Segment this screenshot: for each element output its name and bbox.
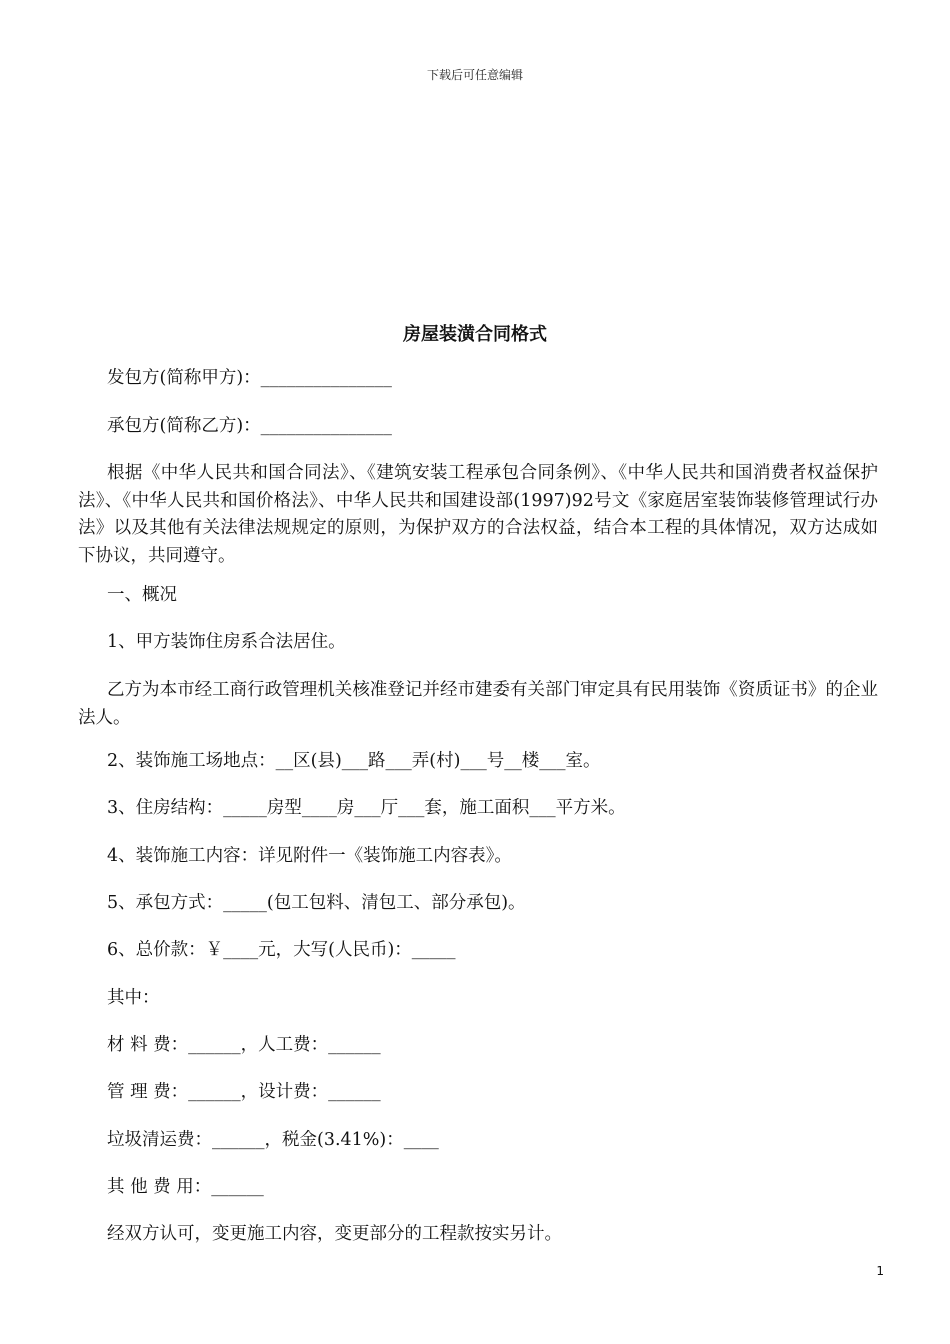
party-a-line: 发包方(简称甲方)：_______________ xyxy=(107,368,392,388)
document-title: 房屋装潢合同格式 xyxy=(403,324,547,345)
fee-line-waste: 垃圾清运费：______，税金(3.41%)：____ xyxy=(107,1130,439,1150)
clause-1: 1、甲方装饰住房系合法居住。 xyxy=(107,632,346,652)
clause-5: 5、承包方式：_____(包工包料、清包工、部分承包)。 xyxy=(107,893,526,913)
header-note: 下载后可任意编辑 xyxy=(426,68,523,82)
clause-2: 2、装饰施工场地点：__区(县)___路___弄(村)___号__楼___室。 xyxy=(107,751,601,771)
page-number: 1 xyxy=(876,1264,884,1278)
fee-line-other: 其 他 费 用：______ xyxy=(107,1177,264,1197)
section-heading-overview: 一、概况 xyxy=(107,585,177,605)
clause-1-continuation: 乙方为本市经工商行政管理机关核准登记并经市建委有关部门审定具有民用装饰《资质证书》的企业法人。 xyxy=(78,680,878,728)
clause-6: 6、总价款：￥____元，大写(人民币)：_____ xyxy=(107,940,456,960)
party-b-line: 承包方(简称乙方)：_______________ xyxy=(107,416,392,436)
clause-4: 4、装饰施工内容：详见附件一《装饰施工内容表》。 xyxy=(107,846,512,866)
preamble-paragraph: 根据《中华人民共和国合同法》、《建筑安装工程承包合同条例》、《中华人民共和国消费者权益保护法》、《中华人民共和国价格法》、中华人民共和国建设部(1997)92号文《家庭居室装饰装修管理试行办法》以及其他有关法律法规规定的原则，为保护双方的合法权益，结合本工程的具体情况，双方达成如下协议，共同遵守。 xyxy=(78,463,878,566)
fee-line-materials: 材 料 费：______，人工费：______ xyxy=(107,1035,381,1055)
clause-3: 3、住房结构：_____房型____房___厅___套，施工面积___平方米。 xyxy=(107,798,626,818)
fee-line-management: 管 理 费：______，设计费：______ xyxy=(107,1082,381,1102)
among-label: 其中： xyxy=(107,988,160,1008)
closing-line: 经双方认可，变更施工内容，变更部分的工程款按实另计。 xyxy=(107,1224,562,1244)
